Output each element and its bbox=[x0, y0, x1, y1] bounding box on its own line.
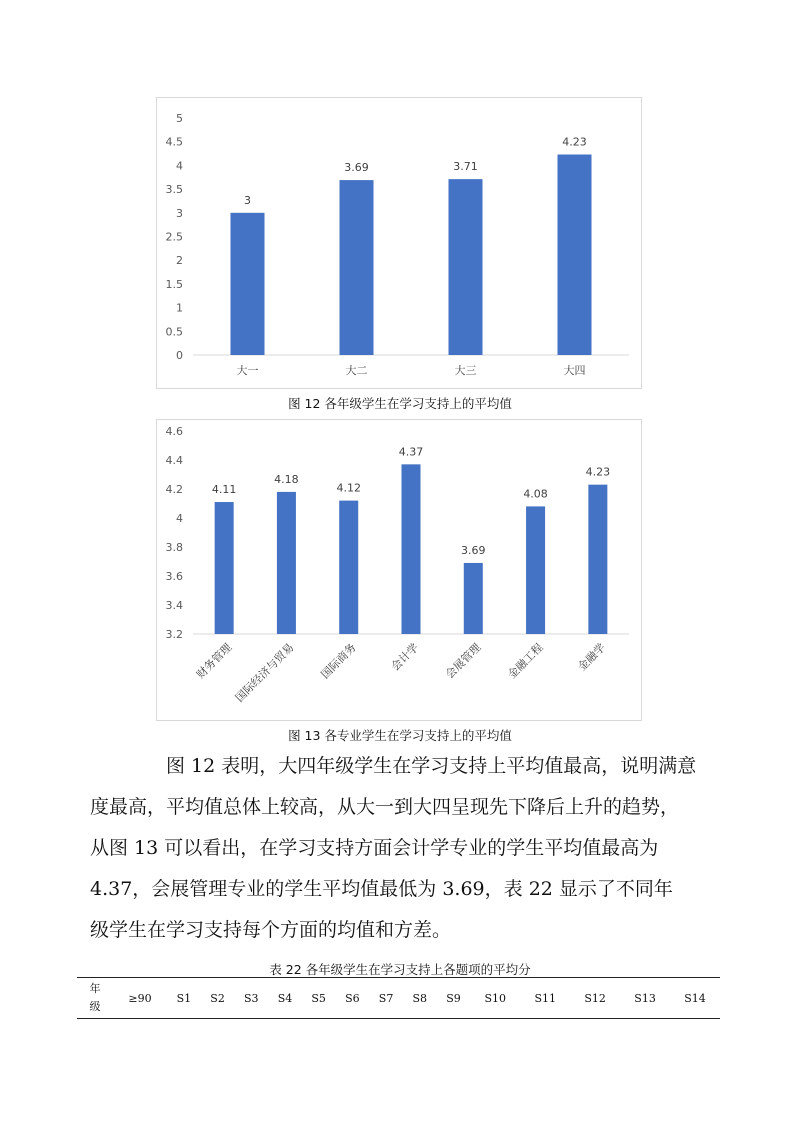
y-tick-label: 1.5 bbox=[165, 277, 183, 291]
figure-12-svg bbox=[157, 98, 641, 388]
y-tick-label: 3.4 bbox=[165, 599, 183, 612]
paragraph-line: 从图 13 可以看出，在学习支持方面会计学专业的学生平均值最高为 bbox=[90, 837, 659, 859]
x-tick-label: 财务管理 bbox=[193, 640, 235, 682]
data-label: 4.08 bbox=[523, 487, 548, 501]
body-paragraph bbox=[90, 746, 720, 951]
table-header-cell: S4 bbox=[268, 978, 302, 1019]
y-tick-label: 0 bbox=[176, 349, 183, 362]
data-label: 4.23 bbox=[562, 135, 587, 149]
paragraph-line: 4.37，会展管理专业的学生平均值最低为 3.69，表 22 显示了不同年 bbox=[90, 878, 673, 900]
data-label: 4.18 bbox=[274, 472, 299, 486]
y-tick-label: 4 bbox=[176, 159, 183, 173]
table-header-cell: S13 bbox=[620, 978, 670, 1019]
table-header-cell: S14 bbox=[670, 978, 720, 1019]
y-tick-label: 3.8 bbox=[165, 541, 183, 554]
table-header-cell: S3 bbox=[234, 978, 268, 1019]
bar bbox=[339, 501, 358, 634]
figure-13-chart bbox=[156, 419, 642, 721]
data-label: 4.12 bbox=[336, 481, 361, 495]
data-label: 4.11 bbox=[211, 483, 237, 497]
bar bbox=[588, 485, 607, 634]
bar bbox=[215, 502, 234, 634]
data-label: 3.69 bbox=[461, 543, 486, 557]
y-tick-label: 3 bbox=[176, 206, 183, 220]
year-header-top: 年 bbox=[89, 982, 101, 995]
y-tick-label: 0.5 bbox=[165, 325, 183, 339]
x-tick-label: 国际商务 bbox=[318, 640, 359, 682]
y-tick-label: 4.4 bbox=[165, 454, 183, 467]
y-tick-label: 3.2 bbox=[165, 628, 183, 641]
table-header-cell: S12 bbox=[570, 978, 620, 1019]
x-tick-label: 金融工程 bbox=[505, 640, 546, 682]
data-label: 3.69 bbox=[344, 161, 369, 175]
x-tick-label: 大三 bbox=[454, 364, 477, 377]
table-header-row bbox=[77, 978, 720, 1019]
x-tick-label: 会展管理 bbox=[443, 640, 484, 682]
y-tick-label: 2 bbox=[176, 254, 183, 268]
x-tick-label: 国际经济与贸易 bbox=[232, 640, 297, 705]
table-header-cell: S6 bbox=[336, 978, 370, 1019]
table-22 bbox=[77, 977, 720, 1019]
x-tick-label: 大四 bbox=[563, 364, 586, 377]
table-header-cell: S5 bbox=[302, 978, 336, 1019]
y-tick-label: 1 bbox=[176, 301, 183, 315]
y-tick-label: 5 bbox=[176, 112, 183, 125]
data-label: 4.37 bbox=[398, 445, 424, 459]
bar bbox=[526, 506, 545, 634]
table-header-cell: S11 bbox=[520, 978, 570, 1019]
figure-12-caption: 图 12 各年级学生在学习支持上的平均值 bbox=[288, 396, 512, 411]
table-header-cell: S9 bbox=[437, 978, 471, 1019]
x-tick-label: 金融学 bbox=[575, 640, 608, 674]
x-tick-label: 大二 bbox=[345, 364, 368, 377]
y-tick-label: 4 bbox=[176, 512, 183, 525]
figure-13-caption: 图 13 各专业学生在学习支持上的平均值 bbox=[288, 728, 512, 743]
y-tick-label: 3.6 bbox=[165, 570, 183, 583]
data-label: 3.71 bbox=[453, 160, 478, 174]
y-tick-label: 4.2 bbox=[165, 483, 183, 496]
table-header-cell: S8 bbox=[403, 978, 437, 1019]
data-label: 3 bbox=[244, 193, 251, 207]
bar bbox=[449, 179, 483, 355]
bar bbox=[231, 213, 265, 355]
paragraph-line: 图 12 表明，大四年级学生在学习支持上平均值最高，说明满意 bbox=[166, 755, 697, 777]
figure-12-chart bbox=[156, 97, 642, 389]
figure-13-svg bbox=[157, 420, 641, 720]
paragraph-line: 级学生在学习支持每个方面的均值和方差。 bbox=[90, 919, 452, 941]
bar bbox=[277, 492, 296, 634]
table-22-title: 表 22 各年级学生在学习支持上各题项的平均分 bbox=[269, 962, 531, 977]
bar bbox=[464, 563, 483, 634]
data-label: 4.23 bbox=[585, 465, 611, 479]
x-tick-label: 会计学 bbox=[388, 640, 422, 674]
table-header-cell: ≥90 bbox=[113, 978, 167, 1019]
x-tick-label: 大一 bbox=[236, 364, 259, 377]
y-tick-label: 3.5 bbox=[165, 183, 183, 197]
table-header-cell: S10 bbox=[470, 978, 520, 1019]
y-tick-label: 4.6 bbox=[165, 425, 183, 438]
table-header-cell: S2 bbox=[201, 978, 235, 1019]
y-tick-label: 2.5 bbox=[165, 230, 183, 244]
bar bbox=[340, 180, 374, 355]
bar bbox=[558, 154, 592, 355]
table-header-cell: S7 bbox=[369, 978, 403, 1019]
table-header-cell: S1 bbox=[167, 978, 201, 1019]
y-tick-label: 4.5 bbox=[165, 135, 183, 149]
year-header-bottom: 级 bbox=[89, 1000, 101, 1013]
paragraph-line: 度最高，平均值总体上较高，从大一到大四呈现先下降后上升的趋势， bbox=[90, 796, 680, 818]
bar bbox=[402, 464, 421, 634]
year-header bbox=[77, 978, 113, 1019]
